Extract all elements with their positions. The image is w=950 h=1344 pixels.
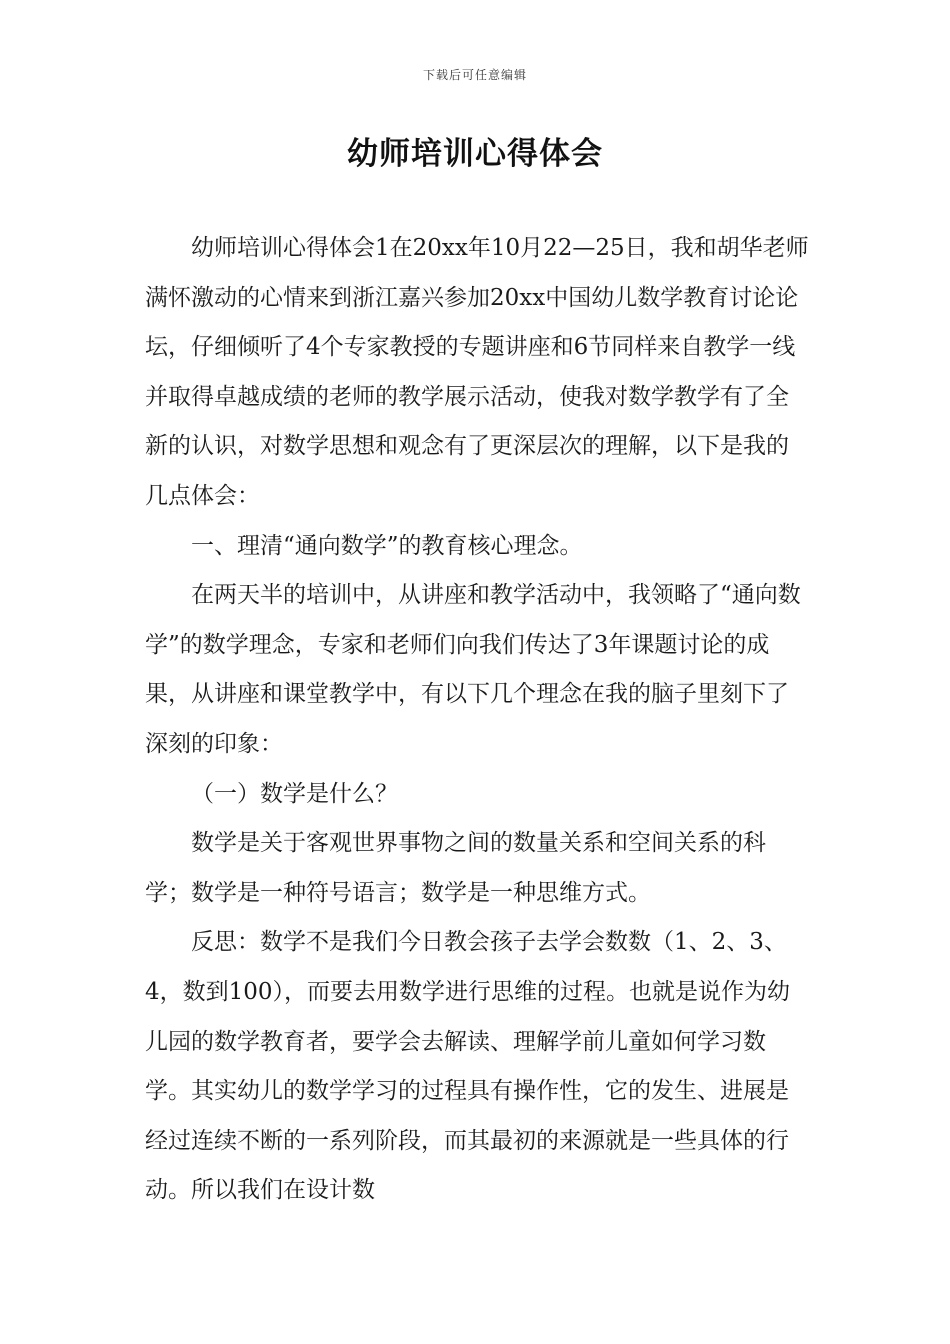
paragraph-math-definition: 数学是关于客观世界事物之间的数量关系和空间关系的科学；数学是一种符号语言；数学是一种思维方式。 [145, 830, 766, 906]
paragraph-intro: 幼师培训心得体会1在20xx年10月22—25日，我和胡华老师满怀激动的心情来到浙江嘉兴参加20xx中国幼儿数学教育讨论论坛，仔细倾听了4个专家教授的专题讲座和6节同样来自教学一线并取得卓越成绩的老师的教学展示活动，使我对数学教学有了全新的认识，对数学思想和观念有了更深层次的理解，以下是我的几点体会： [145, 235, 809, 509]
section-heading-one: 一、理清“通向数学”的教育核心理念。 [191, 532, 583, 559]
page-header-note: 下载后可任意编辑 [422, 68, 527, 82]
paragraph-training: 在两天半的培训中，从讲座和教学活动中，我领略了“通向数学”的数学理念，专家和老师们向我们传达了3年课题讨论的成果，从讲座和课堂教学中，有以下几个理念在我的脑子里刻下了深刻的印象： [145, 582, 801, 757]
document-body [145, 224, 809, 1216]
paragraph-reflection: 反思：数学不是我们今日教会孩子去学会数数（1、2、3、4，数到100），而要去用数学进行思维的过程。也就是说作为幼儿园的数学教育者，要学会去解读、理解学前儿童如何学习数学。其实幼儿的数学学习的过程具有操作性，它的发生、进展是经过连续不断的一系列阶段，而其最初的来源就是一些具体的行动。所以我们在设计数 [145, 929, 791, 1204]
document-title: 幼师培训心得体会 [347, 136, 603, 172]
subheading-what-is-math: （一）数学是什么？ [191, 780, 398, 807]
